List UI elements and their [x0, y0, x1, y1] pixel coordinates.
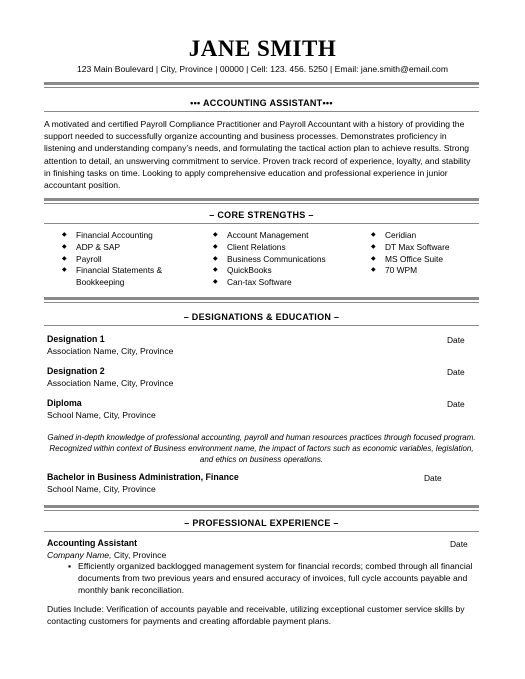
education-title-divider [44, 325, 479, 326]
designation-1-org: Association Name, City, Province [47, 346, 174, 356]
designation-1-title: Designation 1 [47, 334, 105, 344]
strength-item: ◆ MS Office Suite [371, 254, 481, 266]
experience-title-divider [44, 531, 479, 532]
strength-item: ◆ Payroll [62, 254, 202, 266]
summary-divider-thin [44, 203, 479, 204]
job-bullet: ▪ Efficiently organized backlogged management system for financial records; combed through all financial documents from two previous years and ensured accuracy of invoices, full cycle accounts payable and monthly bank reconciliation. [60, 560, 480, 596]
education-title: – DESIGNATIONS & EDUCATION – [183, 312, 340, 322]
strengths-title: – CORE STRENGTHS – [209, 210, 314, 220]
objective-title-divider [44, 111, 479, 112]
strength-item: ◆ Business Communications [213, 254, 358, 266]
strength-item: ◆ Can-tax Software [213, 277, 358, 289]
resume-name: JANE SMITH [188, 36, 337, 61]
strength-item: ◆ 70 WPM [371, 265, 481, 277]
header-divider-thin [44, 87, 479, 88]
designation-2-title: Designation 2 [47, 366, 105, 376]
degree-date: Date [424, 473, 442, 483]
summary-paragraph: A motivated and certified Payroll Compliance Practitioner and Payroll Accountant with a history of providing the support needed to successfully organize accounting and business processes. Demonstrates proficiency in listening and understanding company’s needs, and formulating the tactical action plan to achieve results. Strong attention to detail, an unswerving commitment to service. Proven track record of experience, loyalty, and stability in finishing tasks on time. Looking to apply comprehensive education and professional experience in junior accountant position. [44, 119, 471, 191]
header-divider [44, 82, 479, 85]
degree-title: Bachelor in Business Administration, Finance [47, 472, 239, 482]
experience-title: – PROFESSIONAL EXPERIENCE – [184, 518, 339, 528]
education-divider-thin [44, 510, 479, 511]
strength-item: ◆ ADP & SAP [62, 242, 202, 254]
job-company: Company Name, [47, 550, 112, 560]
strength-item: ◆ Client Relations [213, 242, 358, 254]
strengths-divider [44, 297, 479, 300]
education-note: Gained in-depth knowledge of professional accounting, payroll and human resources practices through focused program. Recognized within context of Business environment name, the impact of factors such as economic variables, legislation, and ethics on business operations. [47, 433, 476, 464]
strengths-column-3 [371, 230, 481, 277]
strength-item: ◆ QuickBooks [213, 265, 358, 277]
designation-2-org: Association Name, City, Province [47, 378, 174, 388]
strength-item: ◆ DT Max Software [371, 242, 481, 254]
strength-item: ◆ Account Management [213, 230, 358, 242]
diploma-title: Diploma [47, 398, 82, 408]
designation-1-date: Date [447, 335, 465, 345]
strength-item: ◆ Financial Statements & Bookkeeping [62, 265, 186, 289]
diploma-school: School Name, City, Province [47, 410, 156, 420]
degree-school: School Name, City, Province [47, 484, 156, 494]
diploma-date: Date [447, 399, 465, 409]
strengths-column-2 [213, 230, 358, 289]
contact-line: 123 Main Boulevard | City, Province | 00000 | Cell: 123. 456. 5250 | Email: jane.smith@email.com [77, 64, 448, 74]
job-title: Accounting Assistant [47, 538, 138, 548]
strength-item: ◆ Ceridian [371, 230, 481, 242]
job-location: City, Province [111, 550, 167, 560]
job-duties: Duties Include: Verification of accounts payable and receivable, utilizing exceptional customer service skills by contacting customers for payments and creating affordable payment plans. [47, 604, 465, 626]
objective-title: ••• ACCOUNTING ASSISTANT••• [190, 98, 333, 108]
job-bullets [60, 560, 480, 596]
job-date: Date [450, 539, 468, 549]
strengths-column-1 [62, 230, 202, 289]
education-divider [44, 505, 479, 508]
strengths-divider-thin [44, 302, 479, 303]
designation-2-date: Date [447, 367, 465, 377]
strengths-title-divider [44, 223, 479, 224]
summary-divider [44, 198, 479, 201]
strength-item: ◆ Financial Accounting [62, 230, 202, 242]
